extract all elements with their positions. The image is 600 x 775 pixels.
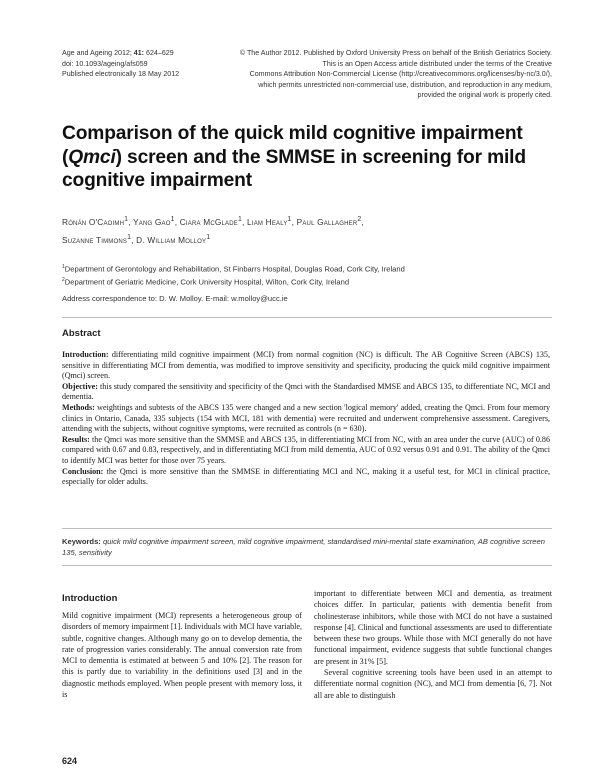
author: Yang Gao$^1$, [133,216,180,227]
divider [62,317,552,318]
abstract-conclusion: Conclusion: the Qmci is more sensitive than the SMMSE in differentiating MCI and NC, making it a useful test, for MCI in clinical practice, especially for older adults. [62,466,550,487]
doi: doi: 10.1093/ageing/afs059 [62,59,148,68]
page-number: 624 [62,756,78,766]
abstract-results: Results: the Qmci was more sensitive than the SMMSE and ABCS 135, in differentiating MCI from NC, with an area under the curve (AUC) of 0.86 compared with 0.67 and 0.83, respectively, and in differentiating MCI from mild dementia, AUC of 0.92 versus 0.91 and 0.91. The ability of the Qmci to identify MCI was better for those over 75 years. [62,434,550,465]
author: Rónán O'Caoimh$^1$, [62,216,134,227]
published-date: Published electronically 18 May 2012 [62,70,180,78]
abstract-objective: Objective: this study compared the sensitivity and specificity of the Qmci with the Standardised MMSE and ABCS 135, to differentiate NC, MCI and dementia. [62,381,550,402]
paragraph: important to differentiate between MCI and dementia, as treatment choices differ. In particular, patients with dementia benefit from cholinesterase inhibitors, while those with MCI do not have a sustained response [4]. Clinical and functional assessments are used to differentiate between these two groups. While those with MCI generally do not have functional impairment, evidence suggests that subtle functional changes are present in 31% [5]. [314,589,552,666]
author-list [62,212,542,248]
body-column-right [314,588,552,701]
body-column-left [62,610,302,700]
author: Paul Gallagher$^2$, [296,216,364,227]
abstract-heading: Abstract [62,328,101,339]
article-title: Comparison of the quick mild cognitive impairment (Qmci) screen and the SMMSE in screening for mild cognitive impairment [62,123,526,191]
introduction-heading: Introduction [62,593,118,604]
journal-citation: Age and Ageing 2012; 41: 624–629 [62,49,174,57]
affiliations [62,262,542,288]
affiliation: $^1$Department of Gerontology and Rehabilitation, St Finbarrs Hospital, Douglas Road, Cork City, Ireland [62,264,405,274]
author: D. William Molloy$^1$ [136,233,211,245]
paragraph: Mild cognitive impairment (MCI) represents a heterogeneous group of disorders of memory impairment [1]. Individuals with MCI have variable, subtle, cognitive changes. Although many go on to develop dementia, the rate of progression varies considerably. The annual conversion rate from MCI to dementia is estimated at between 5 and 10% [2]. The reason for this is partly due to variability in the definitions used [3] and in the diagnostic methods employed. When people present with memory loss, it is [62,611,302,700]
divider [62,565,552,566]
abstract-methods: Methods: weightings and subtests of the ABCS 135 were changed and a new section 'logical memory' added, creating the Qmci. From four memory clinics in Ontario, Canada, 335 subjects (154 with MCI, 181 with dementia) were recruited and underwent comprehensive assessment. Caregivers, attending with the subjects, without cognitive symptoms, were recruited as controls (n = 630). [62,402,550,434]
license-notice: © The Author 2012. Published by Oxford University Press on behalf of the British Geriatrics Society. This is an Open Access article distributed under the terms of the Creative Commons Attribution Non-Commercial License (http://creativecommons.org/licenses/by-nc/3.0/), which permits unrestricted non-commercial use, distribution, and reproduction in any medium, provided the original work is properly cited. [239,49,552,99]
correspondence-address: Address correspondence to: D. W. Molloy. E-mail: w.molloy@ucc.ie [62,294,288,303]
keywords: Keywords: quick mild cognitive impairment screen, mild cognitive impairment, standardised mini-mental state examination, AB cognitive screen 135, sensitivity [62,537,545,558]
author: Suzanne Timmons$^1$, [62,233,137,245]
author: Liam Healy$^1$, [247,216,297,227]
abstract-introduction: Introduction: differentiating mild cognitive impairment (MCI) from normal cognition (NC) is difficult. The AB Cognitive Screen (ABCS) 135, sensitive in differentiating MCI from dementia, was modified to improve sensitivity and specificity, producing the quick mild cognitive impairment (Qmci) screen. [62,350,550,381]
author: Ciara McGlade$^1$, [179,216,248,227]
divider [62,528,552,529]
affiliation: $^2$Department of Geriatric Medicine, Cork University Hospital, Wilton, Cork City, Ireland [62,276,350,287]
paragraph: Several cognitive screening tools have been used in an attempt to differentiate normal cognition (NC), and MCI from dementia [6, 7]. Not all are able to distinguish [314,668,552,700]
abstract-body [62,350,550,488]
journal-citation-block [62,48,179,80]
